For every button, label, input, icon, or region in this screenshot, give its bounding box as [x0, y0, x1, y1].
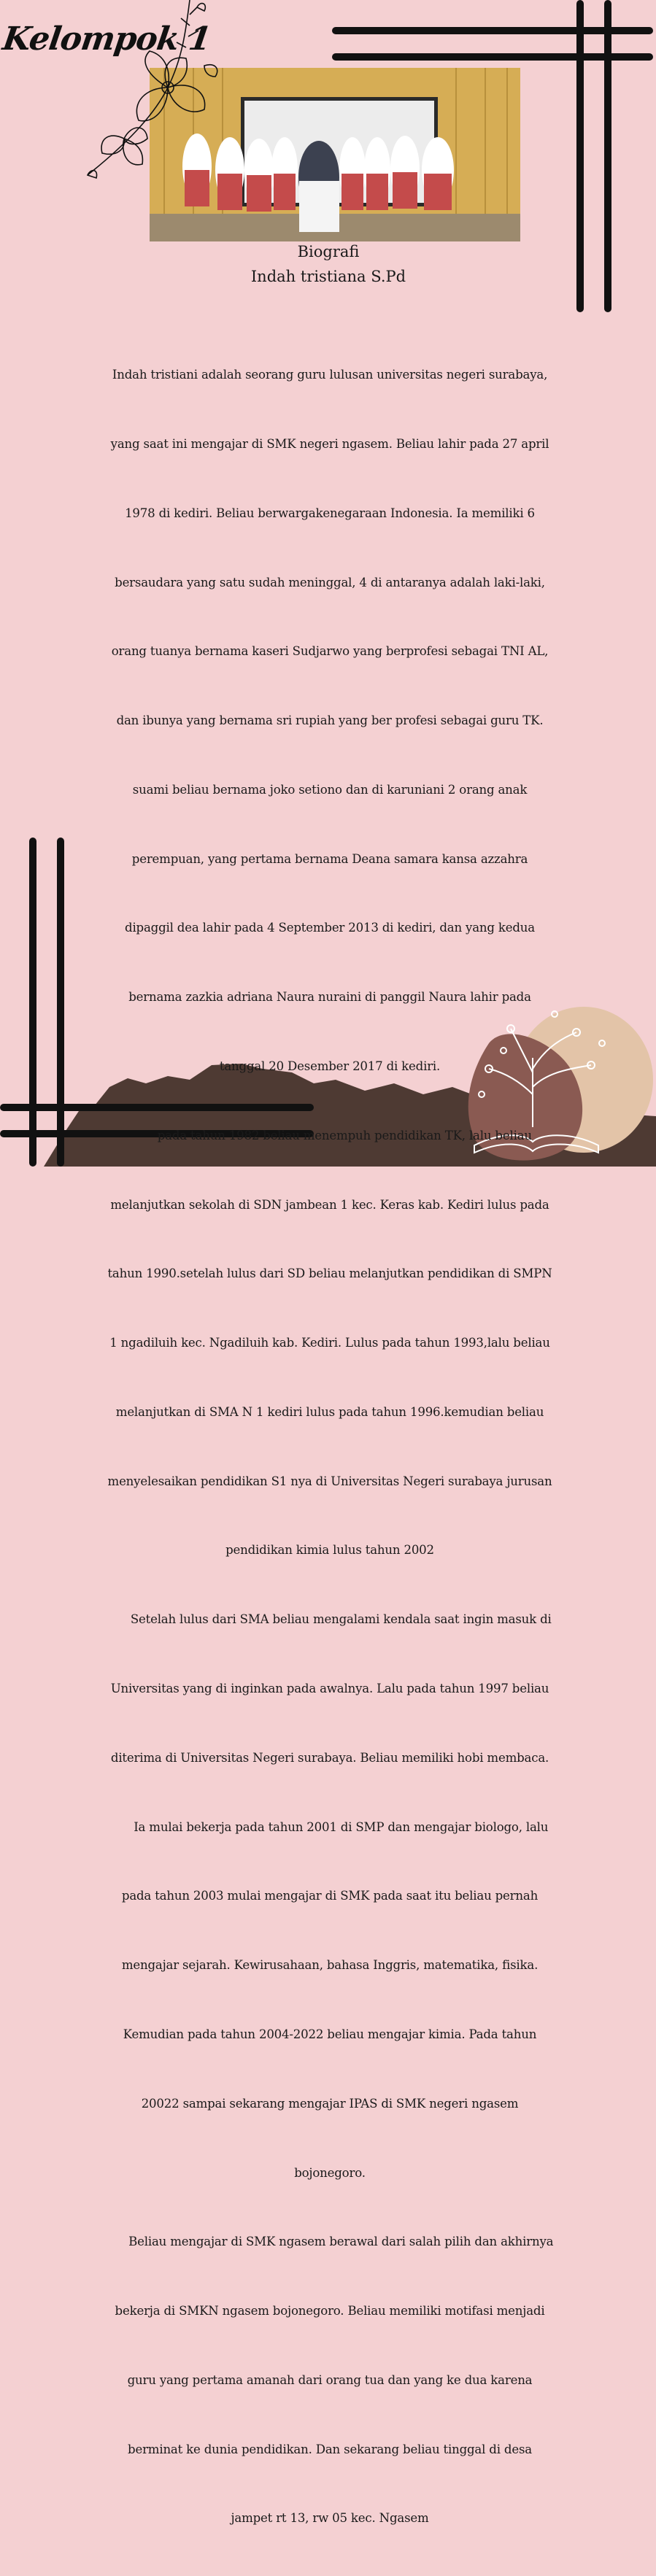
bio-line: Universitas yang di inginkan pada awalnya. Lalu pada tahun 1997 beliau	[110, 1682, 549, 1696]
bio-line: Kemudian pada tahun 2004-2022 beliau mengajar kimia. Pada tahun	[123, 2027, 537, 2041]
bio-line: tahun 1990.setelah lulus dari SD beliau melanjutkan pendidikan di SMPN	[107, 1266, 552, 1281]
bio-line: dan ibunya yang bernama sri rupiah yang ber profesi sebagai guru TK.	[116, 713, 544, 728]
biography-text	[82, 317, 578, 2576]
frame-bar-top-v2	[604, 0, 611, 312]
frame-bar-bottom-v2	[57, 838, 64, 1167]
frame-bar-bottom-v1	[29, 838, 36, 1167]
bio-line: bersaudara yang satu sudah meninggal, 4 di antaranya adalah laki-laki,	[115, 575, 545, 589]
bio-line: bojonegoro.	[294, 2165, 366, 2180]
bio-line: tanggal 20 Desember 2017 di kediri.	[219, 1059, 441, 1073]
bio-line: melanjutkan sekolah di SDN jambean 1 kec. Keras kab. Kediri lulus pada	[110, 1197, 549, 1212]
bio-line: orang tuanya bernama kaseri Sudjarwo yang berprofesi sebagai TNI AL,	[111, 644, 549, 659]
bio-line: mengajar sejarah. Kewirusahaan, bahasa Inggris, matematika, fisika.	[121, 1958, 539, 1973]
frame-bar-top-v1	[576, 0, 584, 312]
group-label: Kelompok 1	[0, 20, 214, 58]
bio-line: 20022 sampai sekarang mengajar IPAS di SMK negeri ngasem	[141, 2096, 519, 2111]
bio-line: jampet rt 13, rw 05 kec. Ngasem	[231, 2511, 429, 2526]
bio-line: pendidikan kimia lulus tahun 2002	[225, 1543, 434, 1558]
bio-line: dipaggil dea lahir pada 4 September 2013 di kediri, dan yang kedua	[125, 921, 535, 935]
page-title: Biografi	[297, 243, 360, 260]
bio-line: pada tahun 1982 beliau menempuh pendidikan TK, lalu beliau	[128, 1128, 532, 1142]
bio-line: berminat ke dunia pendidikan. Dan sekarang beliau tinggal di desa	[128, 2442, 532, 2456]
bio-line: suami beliau bernama joko setiono dan di karuniani 2 orang anak	[132, 782, 528, 797]
bio-line: Ia mulai bekerja pada tahun 2001 di SMP dan mengajar biologo, lalu	[111, 1819, 549, 1834]
page-subtitle: Indah tristiana S.Pd	[250, 268, 406, 285]
bio-line: pada tahun 2003 mulai mengajar di SMK pada saat itu beliau pernah	[121, 1889, 539, 1903]
bio-line: guru yang pertama amanah dari orang tua dan yang ke dua karena	[127, 2372, 533, 2387]
bio-line: yang saat ini mengajar di SMK negeri ngasem. Beliau lahir pada 27 april	[110, 436, 549, 451]
bio-line: perempuan, yang pertama bernama Deana samara kansa azzahra	[131, 851, 528, 866]
bio-line: diterima di Universitas Negeri surabaya. Beliau memiliki hobi membaca.	[110, 1750, 549, 1765]
bio-line: bernama zazkia adriana Naura nuraini di panggil Naura lahir pada	[128, 990, 531, 1005]
bio-line: bekerja di SMKN ngasem bojonegoro. Beliau memiliki motifasi menjadi	[115, 2304, 545, 2318]
bio-line: menyelesaikan pendidikan S1 nya di Universitas Negeri surabaya jurusan	[107, 1474, 552, 1488]
bio-line: 1978 di kediri. Beliau berwargakenegaraan Indonesia. Ia memiliki 6	[125, 506, 535, 520]
bio-line: 1 ngadiluih kec. Ngadiluih kab. Kediri. Lulus pada tahun 1993,lalu beliau	[109, 1336, 550, 1350]
bio-line: Indah tristiani adalah seorang guru lulusan universitas negeri surabaya,	[112, 368, 548, 382]
bio-line: Beliau mengajar di SMK ngasem berawal dari salah pilih dan akhirnya	[106, 2235, 554, 2249]
bio-line: Setelah lulus dari SMA beliau mengalami kendala saat ingin masuk di	[108, 1612, 552, 1627]
bio-line: melanjutkan di SMA N 1 kediri lulus pada tahun 1996.kemudian beliau	[115, 1404, 544, 1419]
